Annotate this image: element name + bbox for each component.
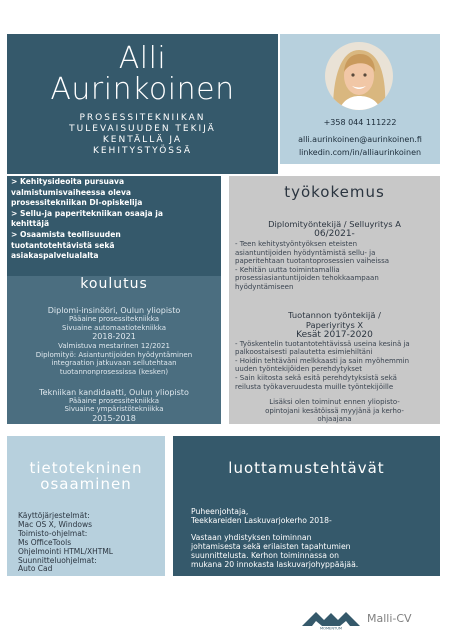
profile-panel bbox=[7, 176, 221, 276]
job2-dates: Kesät 2017-2020 bbox=[296, 329, 373, 340]
degree1-note: Valmistuva mestarinen 12/2021 bbox=[58, 342, 170, 351]
job2-desc-line: - Hoidin tehtäväni melkkaasti ja sain myöhemmin bbox=[235, 356, 410, 365]
experience-extra-line: opintojani kesätöissä myyjänä ja kerho- bbox=[265, 406, 404, 415]
trust-role: Puheenjohtaja, bbox=[191, 507, 249, 516]
it-title-line: osaaminen bbox=[40, 475, 132, 493]
education-title: koulutus bbox=[80, 276, 148, 292]
profile-line: > Kehitysideoita pursuava bbox=[11, 177, 125, 186]
trust-desc-line: mukana 20 innokasta laskuvarjohyppääjää. bbox=[191, 560, 359, 569]
education-panel bbox=[7, 276, 221, 424]
job2-desc-line: - Työskentelin tuotantotehtävissä useina kesinä ja bbox=[235, 339, 410, 348]
trust-positions-panel bbox=[173, 436, 440, 576]
degree1-years: 2018-2021 bbox=[92, 332, 136, 342]
job2-desc-line: uuden työntekijöiden perehdytykset bbox=[235, 365, 362, 374]
profile-line: prosessitekniikan DI-opiskelija bbox=[11, 198, 143, 208]
job1-desc-line: - Teen kehitystyöntyöksen eteisten bbox=[235, 240, 358, 248]
degree1-note: tuotannonprosessissa (kesken) bbox=[59, 367, 169, 376]
degree2-minor: Sivuaine ympäristötekniikka bbox=[64, 405, 164, 414]
tagline: PROSESSITEKNIIKAN TULEVAISUUDEN TEKIJÄ KENTÄLLÄ JA KEHITYSTYÖSSÄ bbox=[69, 113, 216, 156]
degree2-years: 2015-2018 bbox=[92, 413, 136, 423]
degree1-note: integraation jatkuvaan sellutehtaan bbox=[51, 359, 177, 368]
it-skill-line: Toimisto-ohjelmat: bbox=[18, 528, 88, 538]
trust-org: Teekkareiden Laskuvarjokerho 2018- bbox=[191, 516, 332, 525]
job1-dates: 06/2021- bbox=[314, 229, 355, 239]
degree1-title: Diplomi-insinööri, Oulun yliopisto bbox=[47, 306, 181, 315]
job1-desc-line: hyödyntämiseen bbox=[235, 282, 294, 291]
contact-phone[interactable]: +358 044 111222 bbox=[323, 118, 397, 127]
degree2-major: Pääaine prosessitekniikka bbox=[68, 396, 160, 405]
it-skills-list bbox=[18, 512, 165, 574]
job1-desc-line: prosessiasiantuntijoiden tehokkaampaan bbox=[235, 274, 379, 283]
profile-line: asiakaspalvelualalta bbox=[11, 251, 99, 261]
it-skill-line: Mac OS X, Windows bbox=[18, 519, 93, 529]
job2-desc-line: - Sain kiitosta sekä esitä perehdytyksistä sekä bbox=[235, 373, 397, 382]
it-skill-line: Ms OfficeTools bbox=[18, 537, 72, 547]
profile-line: valmistumisvaiheessa oleva bbox=[11, 187, 132, 197]
it-title-line: tietotekninen bbox=[29, 459, 143, 477]
trust-desc-line: suunnittelusta. Kerhon toiminnassa on bbox=[191, 551, 339, 560]
job1-desc-line: paperitehtaan tuotantoprosessien vaiheissa bbox=[235, 257, 389, 266]
it-title bbox=[7, 460, 165, 492]
degree1-minor: Sivuaine automaatiotekniikka bbox=[62, 323, 166, 332]
job2-title: Tuotannon työntekijä / bbox=[288, 309, 381, 320]
profile-line: tuotantotehtävistä sekä bbox=[11, 240, 115, 250]
job1-desc-line: - Kehitän uutta toimintamallia bbox=[235, 265, 340, 274]
profile-list bbox=[7, 176, 221, 262]
contact-linkedin[interactable]: linkedin.com/in/alliaurinkoinen bbox=[298, 148, 422, 157]
job2-company: Paperiyritys X bbox=[305, 319, 364, 330]
profile-line: > Osaamista teollisuuden bbox=[11, 229, 121, 239]
profile-line: > Sellu-ja paperitekniikan osaaja ja bbox=[11, 208, 164, 218]
experience-extra-line: Lisäksi olen toiminut ennen yliopisto- bbox=[269, 398, 400, 407]
contact-panel bbox=[280, 34, 440, 164]
job2-desc-line: reilusta työkaveruudesta muille työntekijöille bbox=[235, 382, 394, 391]
contact-email[interactable]: alli.aurinkoinen@aurinkoinen.fi bbox=[298, 135, 422, 144]
degree1-note: Diplomityö: Asiantuntijoiden hyödyntäminen bbox=[35, 350, 193, 359]
it-skill-line: Suunnitteluohjelmat: bbox=[18, 555, 97, 565]
it-skill-line: Käyttöjärjestelmät: bbox=[18, 511, 90, 520]
job1-desc-line: asiantuntijoiden hyödyntämistä sellu- ja bbox=[235, 248, 376, 257]
momentum-logo-icon bbox=[300, 608, 362, 630]
job1-title: Diplomityöntekijä / Selluyritys A bbox=[268, 219, 401, 229]
experience-extra-line: ohjaajana bbox=[317, 415, 352, 424]
experience-panel bbox=[229, 176, 440, 424]
logo-text: MOMENTUM bbox=[320, 626, 342, 630]
brand-label: Malli-CV bbox=[367, 612, 412, 625]
name-last: Aurinkoinen bbox=[50, 72, 235, 107]
trust-desc-line: johtamisesta sekä erilaisten tapahtumien bbox=[191, 542, 351, 551]
name-first: Alli bbox=[118, 41, 167, 76]
profile-line: kehittäjä bbox=[11, 219, 50, 229]
trust-text bbox=[191, 507, 422, 569]
degree1-major: Pääaine prosessitekniikka bbox=[68, 315, 160, 323]
experience-title: työkokemus bbox=[284, 183, 385, 201]
it-skill-line: Auto Cad bbox=[18, 564, 53, 574]
trust-desc-line: Vastaan yhdistyksen toiminnan bbox=[191, 533, 312, 542]
it-skills-panel bbox=[7, 436, 165, 576]
degree2-title: Tekniikan kandidaatti, Oulun yliopisto bbox=[39, 387, 189, 397]
job2-desc-line: palkoostaisesti palautetta esimiehiltäni bbox=[235, 348, 373, 357]
profile-photo bbox=[325, 42, 393, 110]
trust-title: luottamustehtävät bbox=[228, 459, 385, 477]
it-skill-line: Ohjelmointi HTML/XHTML bbox=[18, 546, 113, 556]
header-panel bbox=[7, 34, 278, 174]
